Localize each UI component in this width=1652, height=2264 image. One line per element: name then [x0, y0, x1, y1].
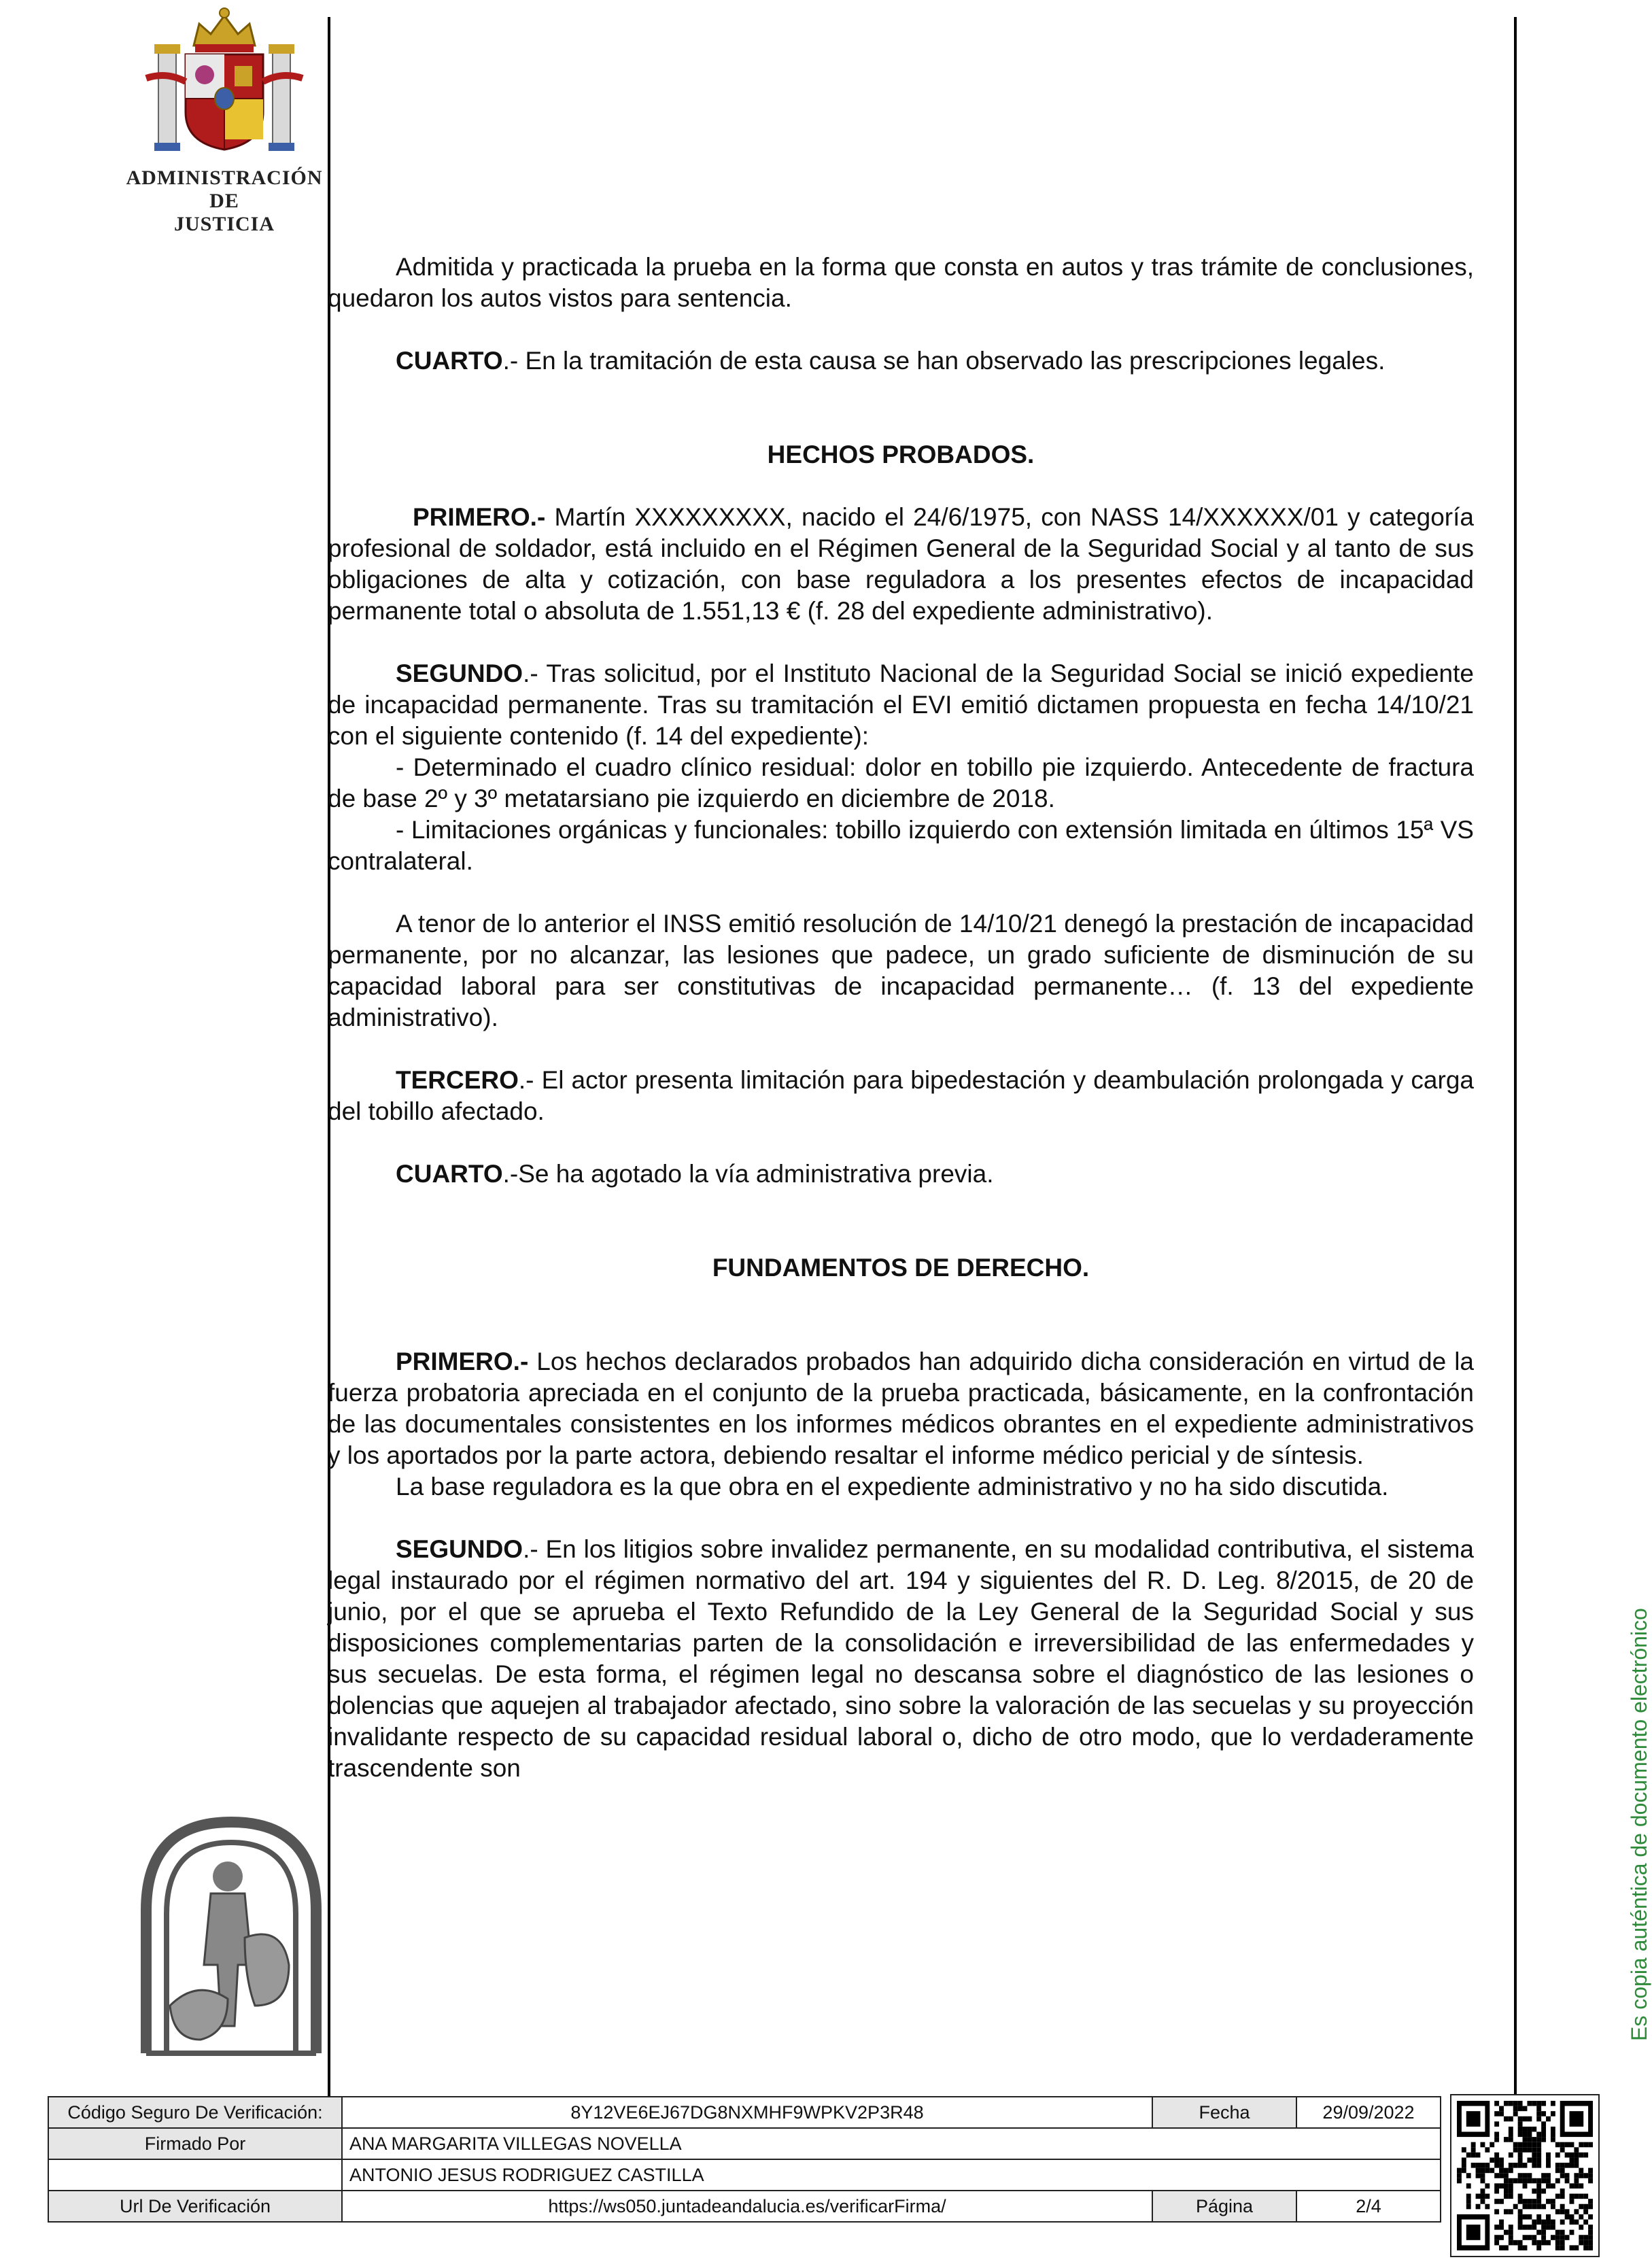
verification-url-link[interactable]: https://ws050.juntadeandalucia.es/verificarFirma/ [342, 2191, 1152, 2222]
qr-code-icon [1457, 2101, 1593, 2250]
document-body [328, 252, 1474, 1784]
hecho-primero-label: PRIMERO.- [413, 503, 546, 531]
hecho-segundo [328, 658, 1474, 752]
administracion-justicia-label [116, 167, 333, 236]
fundamento-segundo-label: SEGUNDO [396, 1535, 523, 1563]
pagina-value: 2/4 [1296, 2191, 1441, 2222]
hecho-cuarto-text: .-Se ha agotado la vía administrativa previa. [502, 1160, 994, 1188]
hecho-segundo-item-2: - Limitaciones orgánicas y funcionales: tobillo izquierdo con extensión limitada en últimos 15ª VS contralateral. [328, 816, 1474, 875]
hecho-cuarto-label: CUARTO [396, 1160, 503, 1188]
fecha-value: 29/09/2022 [1296, 2097, 1441, 2128]
hecho-cuarto [328, 1159, 1474, 1190]
fundamento-primero-text: Los hechos declarados probados han adquirido dicha consideración en virtud de la fuerza probatoria apreciada en el conjunto de la prueba practicada, básicamente, en la confrontación de las documentales consistentes en los informes médicos obrantes en el expediente administrativos y los aportados por la parte actora, debiendo resaltar el informe médico pericial y de síntesis. [328, 1348, 1474, 1469]
cuarto-label: CUARTO [396, 347, 503, 375]
signer-1: ANA MARGARITA VILLEGAS NOVELLA [342, 2128, 1441, 2159]
org-line-2: DE [209, 190, 239, 212]
right-margin-rule [1514, 17, 1517, 2104]
csv-label: Código Seguro De Verificación: [48, 2097, 342, 2128]
signer-2: ANTONIO JESUS RODRIGUEZ CASTILLA [342, 2159, 1441, 2191]
cuarto-text: .- En la tramitación de esta causa se han observado las prescripciones legales. [502, 347, 1386, 375]
hecho-segundo-label: SEGUNDO [396, 659, 523, 687]
heading-fundamentos-derecho: FUNDAMENTOS DE DERECHO. [712, 1254, 1090, 1282]
fundamento-primero-label: PRIMERO.- [396, 1348, 529, 1375]
fecha-label: Fecha [1152, 2097, 1296, 2128]
fundamento-segundo-text: .- En los litigios sobre invalidez permanente, en su modalidad contributiva, el sistema legal instaurado por el régimen normativo del art. 194 y siguientes del R. D. Leg. 8/2015, de 20 de junio, por el que se aprueba el Texto Refundido de la Ley General de la Seguridad Social y sus disposiciones complementarias parten de la consolidación e irreversibilidad de las enfermedades y sus secuelas. De esta forma, el régimen legal no descansa sobre el diagnóstico de las lesiones o dolencias que aquejen al trabajador afectado, sino sobre la valoración de las secuelas y su proyección invalidante respecto de su capacidad residual laboral o, dicho de otro modo, que lo verdaderamente trascendente son [328, 1535, 1474, 1782]
url-label: Url De Verificación [48, 2191, 342, 2222]
firmado-por-label: Firmado Por [48, 2128, 342, 2159]
hecho-primero-text: Martín XXXXXXXXX, nacido el 24/6/1975, con NASS 14/XXXXXX/01 y categoría profesional de soldador, está incluido en el Régimen General de la Seguridad Social y al tanto de sus obligaciones de alta y cotización, con base reguladora a los presentes efectos de incapacidad permanente total o absoluta de 1.551,13 € (f. 28 del expediente administrativo). [328, 503, 1474, 625]
hecho-tercero-text: .- El actor presenta limitación para bipedestación y deambulación prolongada y carga del tobillo afectado. [328, 1066, 1474, 1125]
authentic-copy-notice: Es copia auténtica de documento electrónico [1627, 1608, 1651, 2041]
spanish-coat-of-arms-logo [146, 3, 303, 156]
fundamento-primero [328, 1346, 1474, 1471]
fundamento-segundo [328, 1534, 1474, 1784]
hecho-tercero-label: TERCERO [396, 1066, 519, 1094]
hecho-tercero [328, 1065, 1474, 1127]
signature-verification-table [48, 2096, 1441, 2223]
heading-hechos-probados: HECHOS PROBADOS. [767, 441, 1035, 468]
org-line-3: JUSTICIA [173, 213, 275, 235]
hecho-segundo-resolucion: A tenor de lo anterior el INSS emitió resolución de 14/10/21 denegó la prestación de incapacidad permanente, por no alcanzar, las lesiones que padece, un grado suficiente de disminución de su capacidad laboral para ser constitutivas de incapacidad permanente… (f. 13 del expediente administrativo). [328, 910, 1474, 1031]
hecho-segundo-text: .- Tras solicitud, por el Instituto Nacional de la Seguridad Social se inició expediente de incapacidad permanente. Tras su tramitación el EVI emitió dictamen propuesta en fecha 14/10/21 con el siguiente contenido (f. 14 del expediente): [328, 659, 1474, 750]
verification-qr-code[interactable] [1450, 2094, 1600, 2257]
csv-value: 8Y12VE6EJ67DG8NXMHF9WPKV2P3R48 [342, 2097, 1152, 2128]
hecho-segundo-item-1: - Determinado el cuadro clínico residual: dolor en tobillo pie izquierdo. Antecedente de fractura de base 2º y 3º metatarsiano pie izquierdo en diciembre de 2018. [328, 753, 1474, 812]
paragraph-cuarto-antecedentes [328, 345, 1474, 377]
pagina-label: Página [1152, 2191, 1296, 2222]
fundamento-primero-base: La base reguladora es la que obra en el expediente administrativo y no ha sido discutida. [396, 1473, 1389, 1500]
org-line-1: ADMINISTRACIÓN [126, 167, 323, 189]
junta-andalucia-seal-logo [133, 1808, 330, 2063]
firmado-por-empty [48, 2159, 342, 2191]
paragraph-prueba: Admitida y practicada la prueba en la forma que consta en autos y tras trámite de conclusiones, quedaron los autos vistos para sentencia. [328, 253, 1474, 312]
hecho-primero [328, 502, 1474, 627]
